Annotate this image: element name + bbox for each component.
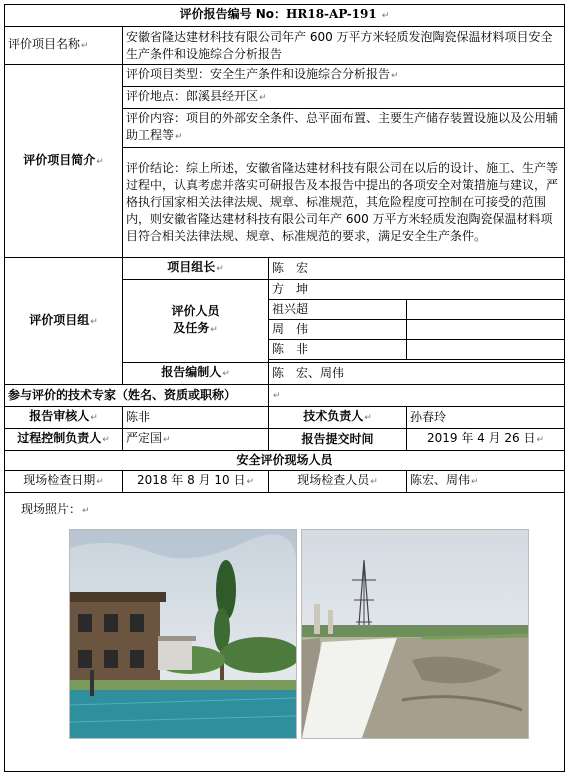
reviewer-value: 陈非 (123, 407, 269, 429)
report-number-label: 评价报告编号 No： (179, 7, 287, 21)
project-location: 评价地点：郎溪县经开区 ↵ (123, 87, 565, 109)
project-summary-label: 评价项目简介 ↵ (5, 65, 123, 258)
team-members-label-line2: 及任务 ↵ (126, 320, 265, 339)
site-photos-label: 现场照片： ↵ (21, 501, 90, 520)
inspection-people-value: 陈宏、周伟 ↵ (407, 471, 565, 493)
team-member-4: 陈 非 (269, 340, 407, 360)
inspection-date-value: 2018 年 8 月 10 日 ↵ (123, 471, 269, 493)
site-photos-cell (5, 493, 565, 772)
experts-label: 参与评价的技术专家（姓名、资质或职称） (5, 385, 269, 407)
onsite-section-header: 安全评价现场人员 (5, 451, 565, 471)
team-leader-label: 项目组长 ↵ (123, 258, 269, 280)
submit-time-label: 报告提交时间 (269, 429, 407, 451)
experts-value (269, 385, 565, 407)
project-team-label: 评价项目组 ↵ (5, 258, 123, 385)
reviewer-label: 报告审核人 ↵ (5, 407, 123, 429)
field-photo-image (302, 530, 528, 738)
team-members-label (123, 280, 269, 363)
team-member-2: 祖兴超 (269, 300, 407, 320)
project-content: 评价内容：项目的外部安全条件、总平面布置、主要生产储存装置设施以及公用辅助工程等 ↵ (123, 109, 565, 148)
project-type: 评价项目类型：安全生产条件和设施综合分析报告 ↵ (123, 65, 565, 87)
project-name-value: 安徽省隆达建材科技有限公司年产 600 万平方米轻质发泡陶瓷保温材料项目安全生产条件和设施综合分析报告 (123, 27, 565, 65)
site-photo-field (301, 529, 529, 739)
team-member-2-task (407, 300, 565, 320)
team-leader-value: 陈 宏 (269, 258, 565, 280)
process-control-label: 过程控制负责人 ↵ (5, 429, 123, 451)
report-page (4, 4, 564, 772)
report-number-header (5, 5, 565, 27)
team-member-1: 方 坤 (269, 280, 565, 300)
team-member-3: 周 伟 (269, 320, 407, 340)
report-table (4, 4, 565, 772)
inspection-date-label: 现场检查日期 ↵ (5, 471, 123, 493)
submit-time-value: 2019 年 4 月 26 日 ↵ (407, 429, 565, 451)
report-writer-label: 报告编制人 ↵ (123, 363, 269, 385)
project-name-label: 评价项目名称 ↵ (5, 27, 123, 65)
team-member-3-task (407, 320, 565, 340)
project-conclusion: 评价结论：综上所述，安徽省隆达建材科技有限公司在以后的设计、施工、生产等过程中，认真考虑并落实可研报告及本报告中提出的各项安全对策措施与建议，严格执行国家相关法律法规、规章、标准规范，其危险程度可控制在可接受的范围内，则安徽省隆达建材科技有限公司年产 600 万平方米轻质发泡陶瓷保温材料项目符合相关法律法规、规章、标准规范的要求，满足安全生产条件。 (123, 148, 565, 258)
report-writer-value: 陈 宏、周伟 (269, 363, 565, 385)
report-number-value: HR18-AP-191 (286, 7, 377, 21)
team-member-4-task (407, 340, 565, 360)
tech-lead-value: 孙春玲 (407, 407, 565, 429)
site-photo-building (69, 529, 297, 739)
inspection-people-label: 现场检查人员 ↵ (269, 471, 407, 493)
process-control-value: 严定国 ↵ (123, 429, 269, 451)
tech-lead-label: 技术负责人 ↵ (269, 407, 407, 429)
team-members-label-line1: 评价人员 (171, 304, 220, 318)
building-photo-image (70, 530, 296, 738)
